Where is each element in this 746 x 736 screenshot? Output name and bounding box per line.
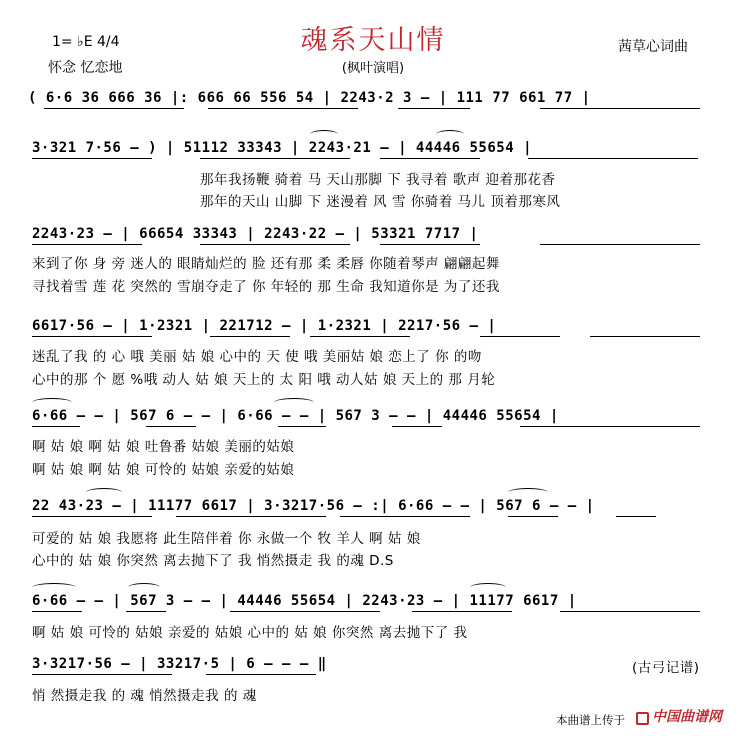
staff-line-6: 22 43·23 – | 11177 6617 | 3·3217·56 – :| 6·66 – – | 567 6 – – | <box>32 498 595 514</box>
staff-line-4: 6617·56 – | 1·2321 | 221712 – | 1·2321 | 2217·56 – | <box>32 318 497 334</box>
site-logo-icon <box>636 712 649 725</box>
underline <box>126 611 166 612</box>
underline <box>528 158 698 159</box>
singer: (枫叶演唱) <box>341 61 405 76</box>
staff-line-5: 6·66 – – | 567 6 – – | 6·66 – – | 567 3 – – | 44446 55654 | <box>32 408 559 424</box>
author: 茜草心词曲 <box>618 39 688 55</box>
underline <box>540 244 700 245</box>
key-signature: 1= ♭E 4/4 <box>52 34 120 50</box>
underline <box>210 336 290 337</box>
underline <box>278 426 326 427</box>
underline <box>616 516 656 517</box>
staff-line-7: 6·66 – – | 567 3 – – | 44446 55654 | 2243·23 – | 11177 6617 | <box>32 593 577 609</box>
underline <box>208 108 358 109</box>
lyric-line: 心中的 姑 娘 你突然 离去抛下了 我 悄然摄走 我 的魂 D.S <box>32 553 394 569</box>
slur <box>310 130 338 139</box>
underline <box>32 516 152 517</box>
slur <box>86 488 122 497</box>
slur <box>274 398 314 407</box>
underline <box>380 158 480 159</box>
slur <box>128 583 160 592</box>
upload-note: 本曲谱上传于 <box>556 713 625 727</box>
underline <box>146 426 196 427</box>
underline <box>176 516 326 517</box>
underline <box>230 611 380 612</box>
underline <box>480 336 560 337</box>
transcriber-credit: (古弓记谱) <box>632 660 700 676</box>
underline <box>398 108 470 109</box>
underline <box>520 426 700 427</box>
staff-line-1: ( 6·6 36 666 36 |: 666 66 556 54 | 2243·2 3 – | 111 77 661 77 | <box>28 90 591 106</box>
slur <box>436 130 464 139</box>
lyric-line: 悄 然摄走我 的 魂 悄然摄走我 的 魂 <box>32 688 257 704</box>
staff-line-8: 3·3217·56 – | 33217·5 | 6 – – – ‖ <box>32 656 327 672</box>
underline <box>380 244 480 245</box>
underline <box>392 426 442 427</box>
lyric-line: 心中的那 个 愿 %哦 动人 姑 娘 天上的 太 阳 哦 动人姑 娘 天上的 那 月轮 <box>32 372 496 388</box>
staff-line-3: 2243·23 – | 66654 33343 | 2243·22 – | 53321 7717 | <box>32 226 479 242</box>
tempo-mood: 怀念 忆恋地 <box>48 60 123 76</box>
underline <box>508 516 558 517</box>
lyric-line: 啊 姑 娘 啊 姑 娘 可怜的 姑娘 亲爱的姑娘 <box>32 462 295 478</box>
lyric-line: 寻找着雪 莲 花 突然的 雪崩夺走了 你 年轻的 那 生命 我知道你是 为了还我 <box>32 279 500 295</box>
lyric-line: 那年我扬鞭 骑着 马 天山那脚 下 我寻着 歌声 迎着那花香 <box>200 172 556 188</box>
underline <box>32 336 152 337</box>
underline <box>32 244 142 245</box>
underline <box>590 336 700 337</box>
underline <box>412 611 512 612</box>
underline <box>310 336 410 337</box>
underline <box>44 108 184 109</box>
slur <box>32 398 72 407</box>
underline <box>200 158 350 159</box>
lyric-line: 啊 姑 娘 可怜的 姑娘 亲爱的 姑娘 心中的 姑 娘 你突然 离去抛下了 我 <box>32 625 468 641</box>
lyric-line: 那年的天山 山脚 下 迷漫着 风 雪 你骑着 马儿 顶着那寒风 <box>200 194 561 210</box>
site-logo[interactable]: 中国曲谱网 <box>652 709 722 725</box>
lyric-line: 啊 姑 娘 啊 姑 娘 吐鲁番 姑娘 美丽的姑娘 <box>32 439 295 455</box>
lyric-line: 来到了你 身 旁 迷人的 眼睛灿烂的 脸 还有那 柔 柔唇 你随着琴声 翩翩起舞 <box>32 256 500 272</box>
slur <box>508 488 548 497</box>
staff-line-2: 3·321 7·56 – ) | 51112 33343 | 2243·21 – | 44446 55654 | <box>32 140 533 156</box>
page-title: 魂系天山情 <box>300 25 446 56</box>
lyric-line: 可爱的 姑 娘 我愿将 此生陪伴着 你 永做一个 牧 羊人 啊 姑 娘 <box>32 531 421 547</box>
underline <box>560 611 700 612</box>
slur <box>470 583 506 592</box>
underline <box>540 108 700 109</box>
slur <box>32 583 76 592</box>
underline <box>32 611 82 612</box>
underline <box>206 674 316 675</box>
underline <box>32 158 152 159</box>
underline <box>340 516 470 517</box>
underline <box>32 426 80 427</box>
underline <box>200 244 350 245</box>
lyric-line: 迷乱了我 的 心 哦 美丽 姑 娘 心中的 天 使 哦 美丽姑 娘 恋上了 你 的吻 <box>32 349 482 365</box>
underline <box>32 674 172 675</box>
